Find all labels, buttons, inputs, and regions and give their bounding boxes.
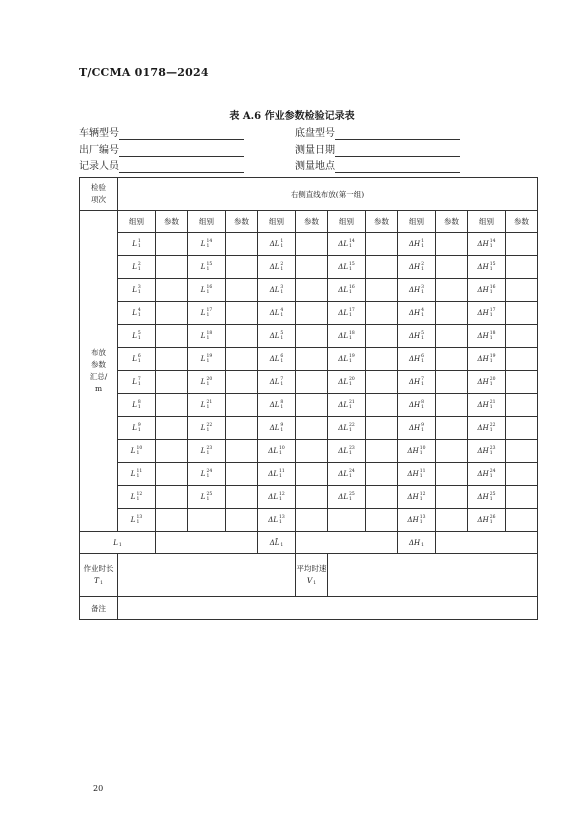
group-cell bbox=[398, 256, 436, 279]
parameter-symbol: ΔL 5 1 bbox=[269, 331, 284, 341]
param-value-cell[interactable] bbox=[296, 325, 328, 348]
col-header-param: 参数 bbox=[436, 211, 468, 233]
summary-dH-value[interactable] bbox=[436, 532, 538, 554]
parameter-symbol: ΔH 3 1 bbox=[408, 285, 425, 295]
param-value-cell[interactable] bbox=[226, 302, 258, 325]
param-value-cell[interactable] bbox=[366, 417, 398, 440]
summary-L-cell bbox=[80, 532, 156, 554]
param-value-cell[interactable] bbox=[436, 394, 468, 417]
col-header-param: 参数 bbox=[506, 211, 538, 233]
group-cell bbox=[398, 371, 436, 394]
parameter-symbol: ΔL 15 1 bbox=[338, 262, 355, 272]
parameter-symbol: ΔL 6 1 bbox=[269, 354, 284, 364]
parameter-symbol: ΔH 9 1 bbox=[408, 423, 425, 433]
group-cell bbox=[468, 256, 506, 279]
param-value-cell[interactable] bbox=[436, 463, 468, 486]
param-value-cell[interactable] bbox=[506, 279, 538, 302]
parameter-symbol: ΔL 13 1 bbox=[268, 515, 285, 525]
param-value-cell[interactable] bbox=[226, 417, 258, 440]
param-value-cell[interactable] bbox=[366, 233, 398, 256]
table-row bbox=[80, 509, 538, 532]
group-cell bbox=[188, 394, 226, 417]
group-cell bbox=[188, 440, 226, 463]
group-cell bbox=[258, 302, 296, 325]
summary-dL-value[interactable] bbox=[296, 532, 398, 554]
parameter-symbol: L 20 1 bbox=[200, 377, 213, 387]
param-value-cell[interactable] bbox=[366, 348, 398, 371]
group-cell bbox=[118, 348, 156, 371]
remarks-value[interactable] bbox=[118, 597, 538, 620]
col-header-group: 组别 bbox=[328, 211, 366, 233]
group-cell bbox=[258, 394, 296, 417]
table-row bbox=[80, 302, 538, 325]
group-cell bbox=[328, 486, 366, 509]
param-value-cell[interactable] bbox=[156, 348, 188, 371]
param-value-cell[interactable] bbox=[366, 463, 398, 486]
parameter-symbol: ΔH 13 1 bbox=[407, 515, 426, 525]
parameter-symbol: L 11 1 bbox=[130, 469, 143, 479]
group-cell bbox=[468, 233, 506, 256]
parameter-symbol: L 19 1 bbox=[200, 354, 213, 364]
work-time-label: 作业时长 T 1 bbox=[80, 554, 118, 597]
page-number: 20 bbox=[93, 784, 104, 793]
info-measure-site: 测量地点 bbox=[295, 161, 460, 173]
group-cell bbox=[258, 486, 296, 509]
param-value-cell[interactable] bbox=[296, 348, 328, 371]
param-value-cell[interactable] bbox=[506, 509, 538, 532]
group-cell bbox=[188, 325, 226, 348]
param-value-cell[interactable] bbox=[506, 417, 538, 440]
group-cell bbox=[398, 233, 436, 256]
param-value-cell[interactable] bbox=[296, 394, 328, 417]
group-cell bbox=[468, 486, 506, 509]
param-value-cell[interactable] bbox=[436, 279, 468, 302]
parameter-symbol: ΔH 10 1 bbox=[407, 446, 426, 456]
group-cell bbox=[468, 509, 506, 532]
group-cell bbox=[398, 325, 436, 348]
parameter-symbol: ΔL 17 1 bbox=[338, 308, 355, 318]
col-header-group: 组别 bbox=[188, 211, 226, 233]
param-value-cell[interactable] bbox=[366, 509, 398, 532]
group-cell bbox=[328, 233, 366, 256]
group-cell bbox=[468, 302, 506, 325]
info-measure-date: 测量日期 bbox=[295, 145, 460, 157]
parameter-symbol: ΔH 15 1 bbox=[477, 262, 496, 272]
param-value-cell[interactable] bbox=[156, 233, 188, 256]
parameter-symbol: ΔH 6 1 bbox=[408, 354, 425, 364]
group-cell bbox=[118, 486, 156, 509]
group-cell bbox=[188, 463, 226, 486]
group-cell bbox=[398, 302, 436, 325]
group-cell bbox=[188, 486, 226, 509]
parameter-symbol: ΔH 20 1 bbox=[477, 377, 496, 387]
parameter-symbol: L 9 1 bbox=[132, 423, 141, 433]
param-value-cell[interactable] bbox=[226, 394, 258, 417]
group-cell bbox=[328, 325, 366, 348]
parameter-symbol: ΔH 1 bbox=[408, 538, 425, 548]
parameter-symbol: ΔH 21 1 bbox=[477, 400, 496, 410]
group-cell bbox=[468, 279, 506, 302]
parameter-symbol: ΔH 22 1 bbox=[477, 423, 496, 433]
group-cell bbox=[398, 279, 436, 302]
param-value-cell[interactable] bbox=[506, 440, 538, 463]
param-value-cell[interactable] bbox=[226, 371, 258, 394]
group-cell bbox=[188, 302, 226, 325]
parameter-symbol: L 15 1 bbox=[200, 262, 213, 272]
param-value-cell[interactable] bbox=[366, 279, 398, 302]
group-cell bbox=[118, 279, 156, 302]
table-row bbox=[80, 325, 538, 348]
parameter-symbol: ΔH 26 1 bbox=[477, 515, 496, 525]
parameter-symbol: ΔL 20 1 bbox=[338, 377, 355, 387]
group-cell bbox=[118, 302, 156, 325]
parameter-symbol: ΔL 21 1 bbox=[338, 400, 355, 410]
parameter-symbol: ΔL 23 1 bbox=[338, 446, 355, 456]
param-value-cell[interactable] bbox=[366, 371, 398, 394]
parameter-symbol: L 1 1 bbox=[132, 239, 141, 249]
group-cell bbox=[328, 371, 366, 394]
parameter-symbol: L 16 1 bbox=[200, 285, 213, 295]
col-header-group: 组别 bbox=[118, 211, 156, 233]
group-cell bbox=[398, 463, 436, 486]
table-row bbox=[80, 440, 538, 463]
param-value-cell[interactable] bbox=[506, 348, 538, 371]
parameter-symbol: ΔH 12 1 bbox=[407, 492, 426, 502]
group-cell bbox=[328, 256, 366, 279]
group-cell bbox=[118, 440, 156, 463]
parameter-symbol: L 4 1 bbox=[132, 308, 141, 318]
param-value-cell[interactable] bbox=[156, 486, 188, 509]
group-cell bbox=[118, 371, 156, 394]
col-header-param: 参数 bbox=[366, 211, 398, 233]
table-row bbox=[80, 256, 538, 279]
table-row bbox=[80, 279, 538, 302]
table-row bbox=[80, 486, 538, 509]
col-header-group: 组别 bbox=[468, 211, 506, 233]
col-header-param: 参数 bbox=[226, 211, 258, 233]
parameter-symbol: T 1 bbox=[94, 576, 103, 586]
group-cell bbox=[328, 394, 366, 417]
group-cell bbox=[188, 417, 226, 440]
group-cell bbox=[188, 348, 226, 371]
parameter-symbol: ΔL 7 1 bbox=[269, 377, 284, 387]
summary-row bbox=[80, 532, 538, 554]
param-value-cell[interactable] bbox=[366, 256, 398, 279]
group-cell bbox=[468, 440, 506, 463]
param-value-cell[interactable] bbox=[436, 348, 468, 371]
param-value-cell[interactable] bbox=[156, 279, 188, 302]
param-value-cell[interactable] bbox=[156, 440, 188, 463]
param-value-cell[interactable] bbox=[226, 509, 258, 532]
parameter-symbol: ΔL 19 1 bbox=[338, 354, 355, 364]
param-value-cell[interactable] bbox=[156, 302, 188, 325]
parameter-symbol: ΔH 16 1 bbox=[477, 285, 496, 295]
group-cell bbox=[258, 371, 296, 394]
parameter-symbol: ΔL 2 1 bbox=[269, 262, 284, 272]
param-value-cell[interactable] bbox=[506, 302, 538, 325]
parameter-symbol: ΔH 2 1 bbox=[408, 262, 425, 272]
parameter-symbol: L 21 1 bbox=[200, 400, 213, 410]
group-cell bbox=[328, 279, 366, 302]
parameter-symbol: ΔH 23 1 bbox=[477, 446, 496, 456]
group-cell bbox=[188, 509, 226, 532]
table-row bbox=[80, 233, 538, 256]
group-cell bbox=[468, 325, 506, 348]
table-title: 表 A.6 作业参数检验记录表 bbox=[229, 111, 355, 122]
param-value-cell[interactable] bbox=[436, 302, 468, 325]
avg-speed-label: 平均时速 V 1 bbox=[296, 554, 328, 597]
group-cell bbox=[468, 417, 506, 440]
group-cell bbox=[258, 463, 296, 486]
group-cell bbox=[328, 463, 366, 486]
group-cell bbox=[118, 256, 156, 279]
parameter-symbol: L 23 1 bbox=[200, 446, 213, 456]
param-value-cell[interactable] bbox=[156, 463, 188, 486]
parameter-symbol: ΔH 11 1 bbox=[407, 469, 426, 479]
param-value-cell[interactable] bbox=[296, 463, 328, 486]
parameter-symbol: L 12 1 bbox=[130, 492, 143, 502]
group-cell bbox=[328, 417, 366, 440]
group-cell bbox=[398, 417, 436, 440]
parameter-symbol: L 14 1 bbox=[200, 239, 213, 249]
param-value-cell[interactable] bbox=[296, 417, 328, 440]
info-vehicle-model: 车辆型号 bbox=[79, 128, 244, 140]
param-value-cell[interactable] bbox=[296, 440, 328, 463]
group-cell bbox=[258, 440, 296, 463]
parameter-symbol: L 8 1 bbox=[132, 400, 141, 410]
param-value-cell[interactable] bbox=[436, 440, 468, 463]
group-cell bbox=[188, 233, 226, 256]
parameter-symbol: L 5 1 bbox=[132, 331, 141, 341]
parameter-symbol: ΔH 7 1 bbox=[408, 377, 425, 387]
check-no-cell: 检验 项次 bbox=[80, 178, 118, 211]
param-value-cell[interactable] bbox=[296, 371, 328, 394]
param-value-cell[interactable] bbox=[366, 440, 398, 463]
parameter-symbol: ΔL 22 1 bbox=[338, 423, 355, 433]
param-value-cell[interactable] bbox=[506, 256, 538, 279]
parameter-symbol: ΔL 10 1 bbox=[268, 446, 285, 456]
param-value-cell[interactable] bbox=[226, 486, 258, 509]
group-cell bbox=[258, 233, 296, 256]
group-cell bbox=[258, 256, 296, 279]
parameter-symbol: L 1 bbox=[113, 538, 122, 548]
param-value-cell[interactable] bbox=[226, 325, 258, 348]
group-cell bbox=[328, 509, 366, 532]
group-cell bbox=[258, 417, 296, 440]
group-cell bbox=[328, 440, 366, 463]
param-value-cell[interactable] bbox=[366, 486, 398, 509]
parameter-symbol: L 13 1 bbox=[130, 515, 143, 525]
summary-dH-cell bbox=[398, 532, 436, 554]
parameter-symbol: L 7 1 bbox=[132, 377, 141, 387]
remarks-row bbox=[80, 597, 538, 620]
param-value-cell[interactable] bbox=[226, 233, 258, 256]
group-cell bbox=[188, 371, 226, 394]
table-row bbox=[80, 463, 538, 486]
parameter-symbol: L 2 1 bbox=[132, 262, 141, 272]
table-row bbox=[80, 371, 538, 394]
parameter-symbol: L 17 1 bbox=[200, 308, 213, 318]
col-header-group: 组别 bbox=[398, 211, 436, 233]
group-cell bbox=[258, 279, 296, 302]
group-cell bbox=[398, 348, 436, 371]
group-cell bbox=[468, 348, 506, 371]
param-value-cell[interactable] bbox=[436, 325, 468, 348]
param-value-cell[interactable] bbox=[156, 256, 188, 279]
table-row bbox=[80, 394, 538, 417]
summary-dL-cell bbox=[258, 532, 296, 554]
group-cell bbox=[468, 463, 506, 486]
param-value-cell[interactable] bbox=[226, 279, 258, 302]
group-cell bbox=[398, 440, 436, 463]
col-header-param: 参数 bbox=[156, 211, 188, 233]
param-value-cell[interactable] bbox=[506, 486, 538, 509]
parameter-symbol: ΔL 16 1 bbox=[338, 285, 355, 295]
group-cell bbox=[258, 348, 296, 371]
section-title-cell: 右侧直线布放(第一组) bbox=[118, 178, 538, 211]
parameter-symbol: L 3 1 bbox=[132, 285, 141, 295]
col-header-group: 组别 bbox=[258, 211, 296, 233]
group-cell bbox=[328, 302, 366, 325]
parameter-symbol: ΔL 11 1 bbox=[268, 469, 285, 479]
parameter-symbol: ΔH 5 1 bbox=[408, 331, 425, 341]
parameter-symbol: L 22 1 bbox=[200, 423, 213, 433]
param-value-cell[interactable] bbox=[506, 463, 538, 486]
parameter-symbol: ΔL 9 1 bbox=[269, 423, 284, 433]
param-value-cell[interactable] bbox=[226, 440, 258, 463]
param-value-cell[interactable] bbox=[436, 233, 468, 256]
parameter-symbol: L 10 1 bbox=[130, 446, 143, 456]
group-cell bbox=[118, 509, 156, 532]
parameter-symbol: V 1 bbox=[306, 576, 317, 586]
parameter-symbol: ΔH 14 1 bbox=[477, 239, 496, 249]
parameter-symbol: ΔL 14 1 bbox=[338, 239, 355, 249]
param-value-cell[interactable] bbox=[436, 256, 468, 279]
param-value-cell[interactable] bbox=[226, 348, 258, 371]
param-value-cell[interactable] bbox=[156, 394, 188, 417]
param-value-cell[interactable] bbox=[436, 509, 468, 532]
table-row bbox=[80, 417, 538, 440]
parameter-symbol: L 6 1 bbox=[132, 354, 141, 364]
col-header-param: 参数 bbox=[296, 211, 328, 233]
parameter-symbol: ΔH 4 1 bbox=[408, 308, 425, 318]
standard-code: T/CCMA 0178—2024 bbox=[79, 66, 209, 79]
table-row bbox=[80, 348, 538, 371]
param-value-cell[interactable] bbox=[296, 302, 328, 325]
parameter-symbol: ΔL 1 1 bbox=[269, 239, 284, 249]
parameter-symbol: ΔH 8 1 bbox=[408, 400, 425, 410]
param-value-cell[interactable] bbox=[296, 486, 328, 509]
group-cell bbox=[328, 348, 366, 371]
parameter-symbol: ΔL 25 1 bbox=[338, 492, 355, 502]
group-cell bbox=[258, 325, 296, 348]
parameter-symbol: L 24 1 bbox=[200, 469, 213, 479]
param-value-cell[interactable] bbox=[226, 463, 258, 486]
parameter-symbol: ΔH 17 1 bbox=[477, 308, 496, 318]
group-cell bbox=[118, 463, 156, 486]
record-table bbox=[79, 177, 538, 620]
group-cell bbox=[188, 279, 226, 302]
group-cell bbox=[258, 509, 296, 532]
param-value-cell[interactable] bbox=[226, 256, 258, 279]
group-cell bbox=[188, 256, 226, 279]
parameter-symbol: ΔH 19 1 bbox=[477, 354, 496, 364]
param-value-cell[interactable] bbox=[296, 279, 328, 302]
param-value-cell[interactable] bbox=[156, 371, 188, 394]
group-cell bbox=[118, 325, 156, 348]
parameter-symbol: ΔL 24 1 bbox=[338, 469, 355, 479]
parameter-symbol: ΔH 24 1 bbox=[477, 469, 496, 479]
group-cell bbox=[118, 417, 156, 440]
group-cell bbox=[468, 394, 506, 417]
group-cell bbox=[118, 233, 156, 256]
param-value-cell[interactable] bbox=[506, 233, 538, 256]
parameter-symbol: L 25 1 bbox=[200, 492, 213, 502]
avg-speed-value[interactable] bbox=[328, 554, 538, 597]
info-factory-no: 出厂编号 bbox=[79, 145, 244, 157]
param-value-cell[interactable] bbox=[436, 417, 468, 440]
param-value-cell[interactable] bbox=[296, 233, 328, 256]
parameter-symbol: ΔH 1 1 bbox=[408, 239, 425, 249]
param-value-cell[interactable] bbox=[436, 371, 468, 394]
group-cell bbox=[468, 371, 506, 394]
parameter-symbol: ΔH 25 1 bbox=[477, 492, 496, 502]
group-cell bbox=[398, 486, 436, 509]
group-cell bbox=[118, 394, 156, 417]
parameter-symbol: ΔL̄ 1 bbox=[269, 538, 284, 548]
param-value-cell[interactable] bbox=[366, 394, 398, 417]
param-value-cell[interactable] bbox=[296, 256, 328, 279]
parameter-symbol: ΔL 3 1 bbox=[269, 285, 284, 295]
parameter-symbol: ΔH 18 1 bbox=[477, 331, 496, 341]
remarks-label: 备注 bbox=[80, 597, 118, 620]
parameter-symbol: L 18 1 bbox=[200, 331, 213, 341]
param-value-cell[interactable] bbox=[156, 325, 188, 348]
time-speed-row bbox=[80, 554, 538, 597]
info-chassis-model: 底盘型号 bbox=[295, 128, 460, 140]
param-value-cell[interactable] bbox=[506, 371, 538, 394]
parameter-symbol: ΔL 18 1 bbox=[338, 331, 355, 341]
param-value-cell[interactable] bbox=[436, 486, 468, 509]
param-value-cell[interactable] bbox=[366, 325, 398, 348]
summary-L-value[interactable] bbox=[156, 532, 258, 554]
param-value-cell[interactable] bbox=[506, 394, 538, 417]
parameter-symbol: ΔL 4 1 bbox=[269, 308, 284, 318]
work-time-value[interactable] bbox=[118, 554, 296, 597]
parameter-symbol: ΔL 8 1 bbox=[269, 400, 284, 410]
info-recorder: 记录人员 bbox=[79, 161, 244, 173]
param-summary-label: 布放 参数 汇总/ m bbox=[80, 211, 118, 532]
param-value-cell[interactable] bbox=[156, 509, 188, 532]
param-value-cell[interactable] bbox=[296, 509, 328, 532]
group-cell bbox=[398, 394, 436, 417]
group-cell bbox=[398, 509, 436, 532]
param-value-cell[interactable] bbox=[366, 302, 398, 325]
param-value-cell[interactable] bbox=[506, 325, 538, 348]
param-value-cell[interactable] bbox=[156, 417, 188, 440]
parameter-symbol: ΔL 12 1 bbox=[268, 492, 285, 502]
